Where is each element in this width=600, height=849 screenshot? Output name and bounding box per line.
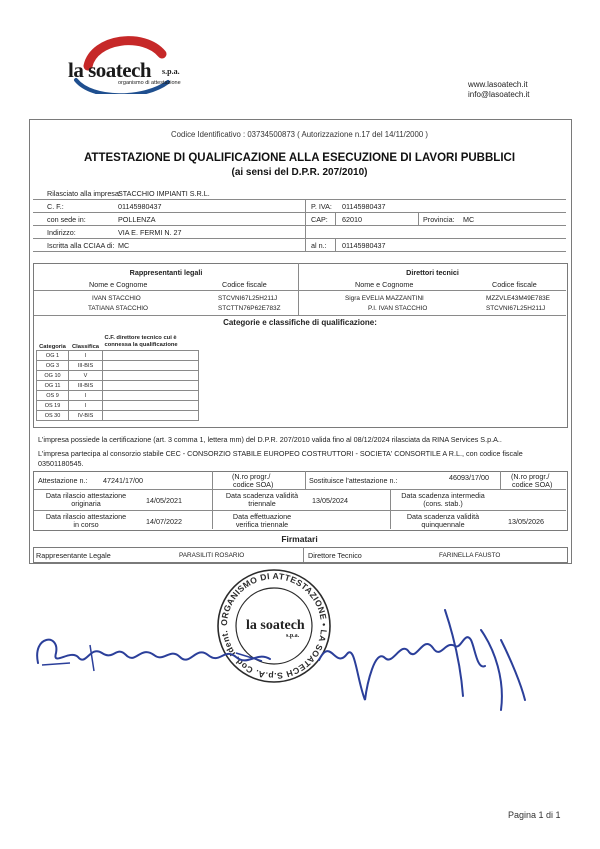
legal-name-col: Nome e Cognome: [89, 280, 148, 289]
nro-label: (N.ro progr./: [232, 472, 271, 481]
nro2-label: (N.ro progr./: [511, 472, 550, 481]
tech-dirs-title: Direttori tecnici: [406, 268, 459, 277]
addr-label: Indirizzo:: [47, 228, 76, 237]
subst-value: 46093/17/00: [449, 473, 489, 482]
legal-rep-name: TATIANA STACCHIO: [88, 305, 149, 312]
signer-legal-value: PARASILITI ROSARIO: [179, 552, 245, 559]
nro-label-2: codice SOA): [233, 480, 274, 489]
d1-label: Data rilascio attestazione: [45, 491, 127, 500]
sede-value: POLLENZA: [118, 215, 156, 224]
issued-label: Rilasciato alla impresa:: [47, 189, 121, 198]
issued-value: STACCHIO IMPIANTI S.R.L.: [118, 189, 210, 198]
d5-label: Data effettuazione: [232, 512, 292, 521]
logo-tagline: organismo di attestazione: [118, 80, 181, 86]
cf-label: C. F.:: [47, 202, 64, 211]
table-row: OG 1 I: [37, 351, 199, 361]
d4-value: 14/07/2022: [146, 517, 182, 526]
attestation-n-value: 47241/17/00: [103, 476, 143, 485]
table-row: OG 10 V: [37, 371, 199, 381]
page-title: ATTESTAZIONE DI QUALIFICAZIONE ALLA ESECUZIONE DI LAVORI PUBBLICI: [83, 152, 516, 164]
cf-value: 01145980437: [118, 202, 162, 211]
signature-tech-icon: [305, 600, 535, 720]
tech-dir-name: Sigra EVELIA MAZZANTINI: [345, 295, 424, 302]
cap-label: CAP:: [311, 215, 328, 224]
tech-name-col: Nome e Cognome: [355, 280, 414, 289]
d5-label-2: verifica triennale: [235, 520, 289, 529]
signer-tech-value: FARINELLA FAUSTO: [439, 552, 501, 559]
table-row: OS 9 I: [37, 391, 199, 401]
table-row: OS 30 IV-BIS: [37, 411, 199, 421]
addr-value: VIA E. FERMI N. 27: [118, 228, 182, 237]
d2-label: Data scadenza validità: [225, 491, 299, 500]
signature-legal-icon: [30, 605, 310, 705]
legal-rep-cf: STCTTN76P62E783Z: [218, 305, 281, 312]
legal-rep-cf: STCVNI67L25H211J: [218, 295, 278, 302]
page-indicator: Pagina 1 di 1: [508, 810, 561, 820]
tech-dir-name: P.I. IVAN STACCHIO: [368, 305, 428, 312]
aln-value: 01145980437: [342, 241, 386, 250]
subst-label: Sostituisce l'attestazione n.:: [309, 476, 398, 485]
prov-label: Provincia:: [423, 215, 455, 224]
col-categoria: Categoria: [39, 344, 66, 350]
page-subtitle: (ai sensi del D.P.R. 207/2010): [231, 167, 368, 178]
table-row: OS 19 I: [37, 401, 199, 411]
d1-value: 14/05/2021: [146, 496, 182, 505]
col-cf-direttore: C.F. direttore tecnico cui è connessa la qualificazione: [104, 335, 178, 348]
email-link[interactable]: info@lasoatech.it: [468, 90, 530, 99]
d2-value: 13/05/2024: [312, 496, 348, 505]
d3-label-2: (cons. stab.): [423, 499, 463, 508]
d6-label-2: quinquennale: [421, 520, 465, 529]
categories-title: Categorie e classifiche di qualificazione:: [223, 318, 377, 327]
svg-text:ORGANISMO DI ATTESTAZIONE • LA: ORGANISMO DI ATTESTAZIONE • LA SOATECH S.p.A. Cod. Ident.: [218, 570, 330, 682]
d4-label: Data rilascio attestazione: [45, 512, 127, 521]
d4-label-2: in corso: [73, 520, 99, 529]
code-line: Codice Identificativo : 03734500873 ( Autorizzazione n.17 del 14/11/2000 ): [171, 130, 428, 139]
signers-title: Firmatari: [281, 534, 318, 544]
stamp-center-sub: s.p.a.: [286, 633, 300, 639]
tech-dir-cf: MZZVLE43M49E783E: [486, 295, 550, 302]
d3-label: Data scadenza intermedia: [401, 491, 485, 500]
tech-dir-cf: STCVNI67L25H211J: [486, 305, 546, 312]
nro2-label-2: codice SOA): [512, 480, 553, 489]
attestation-n-label: Attestazione n.:: [38, 476, 88, 485]
categories-table: [36, 335, 199, 421]
legal-cf-col: Codice fiscale: [222, 280, 267, 289]
piva-label: P. IVA:: [311, 202, 332, 211]
table-row: OG 3 III-BIS: [37, 361, 199, 371]
col-classifica: Classifica: [71, 344, 100, 350]
d6-value: 13/05/2026: [508, 517, 544, 526]
signer-tech-label: Direttore Tecnico: [308, 551, 362, 560]
legal-rep-name: IVAN STACCHIO: [92, 295, 141, 302]
logo: [64, 30, 194, 94]
table-row: OG 11 III-BIS: [37, 381, 199, 391]
consortium-note-cont: 03501180545.: [38, 459, 84, 468]
d1-label-2: originaria: [71, 499, 101, 508]
cap-value: 62010: [342, 215, 362, 224]
consortium-note: L'impresa partecipa al consorzio stabile CEC - CONSORZIO STABILE EUROPEO COSTRUTTORI - SOCIETA' CONSORTILE A R.L., con codice fiscale: [38, 449, 523, 458]
cciaa-label: Iscritta alla CCIAA di:: [47, 241, 115, 250]
stamp-center-text: la soatech: [246, 618, 305, 633]
sede-label: con sede in:: [47, 215, 86, 224]
d6-label: Data scadenza validità: [406, 512, 480, 521]
piva-value: 01145980437: [342, 202, 386, 211]
cert-note: L'impresa possiede la certificazione (art. 3 comma 1, lettera mm) del D.P.R. 207/2010 valida fino al 08/12/2024 rilasciata da RINA Services S.p.A..: [38, 435, 502, 444]
cciaa-value: MC: [118, 241, 130, 250]
signer-legal-label: Rappresentante Legale: [36, 551, 111, 560]
d2-label-2: triennale: [248, 499, 276, 508]
website-link[interactable]: www.lasoatech.it: [468, 80, 528, 89]
legal-reps-title: Rappresentanti legali: [129, 268, 203, 277]
aln-label: al n.:: [311, 241, 327, 250]
logo-suffix: s.p.a.: [162, 67, 180, 76]
logo-text: la soatech: [68, 58, 152, 82]
prov-value: MC: [463, 215, 475, 224]
tech-cf-col: Codice fiscale: [492, 280, 537, 289]
